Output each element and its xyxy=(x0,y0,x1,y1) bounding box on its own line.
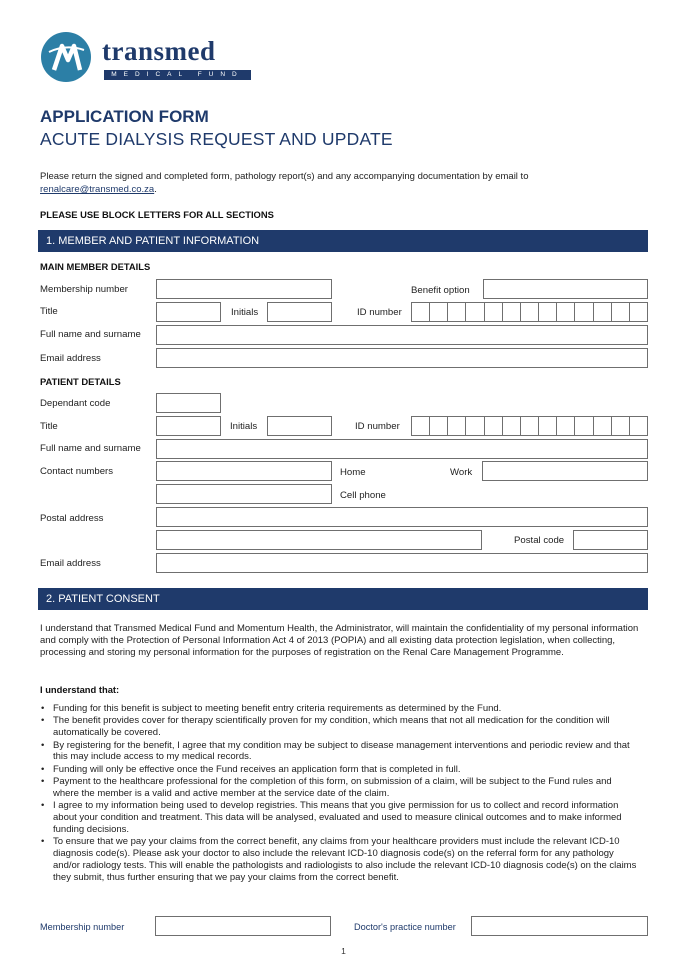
contact-cell-phone-field[interactable] xyxy=(156,484,332,504)
patient-email-label: Email address xyxy=(40,558,101,569)
footer-practice-number-label: Doctor's practice number xyxy=(354,922,456,932)
patient-id-number-label: ID number xyxy=(355,421,400,432)
member-initials-label: Initials xyxy=(231,307,259,318)
contact-numbers-label: Contact numbers xyxy=(40,466,114,477)
consent-bullet: • To ensure that we pay your claims from the correct benefit, any claims from your healthcare providers must include the relevant ICD-10 diagnosis code(s). Please ask your doctor to also include the relevant ICD-10 diagnosis code(s) on the referral form for any pathology and/or radiology tests. This will enable the pathologists and radiologists to also include the relevant ICD-10 diagnosis code(s) on the claims they submit, thus further ensuring that we pay your claims from the correct benefit. xyxy=(40,836,640,884)
member-full-name-label: Full name and surname xyxy=(40,329,141,340)
contact-work-field[interactable] xyxy=(482,461,648,481)
footer-membership-number-field[interactable] xyxy=(155,916,331,936)
patient-full-name-label: Full name and surname xyxy=(40,443,141,454)
dependant-code-field[interactable] xyxy=(156,393,221,413)
form-subtitle: ACUTE DIALYSIS REQUEST AND UPDATE xyxy=(40,129,393,149)
membership-number-field[interactable] xyxy=(156,279,332,299)
member-title-field[interactable] xyxy=(156,302,221,322)
footer-membership-number-label: Membership number xyxy=(40,922,125,932)
section-2-header: 2. PATIENT CONSENT xyxy=(38,588,648,610)
renalcare-email-link[interactable]: renalcare@transmed.co.za xyxy=(40,184,155,195)
dependant-code-label: Dependant code xyxy=(40,398,111,409)
intro-full-stop: . xyxy=(154,184,157,195)
benefit-option-label: Benefit option xyxy=(411,285,470,296)
brand-tagline: MEDICAL FUND xyxy=(104,70,251,80)
patient-title-label: Title xyxy=(40,421,58,432)
patient-initials-label: Initials xyxy=(230,421,258,432)
benefit-option-field[interactable] xyxy=(483,279,648,299)
patient-id-number-field[interactable] xyxy=(411,416,648,436)
transmed-logo xyxy=(40,30,255,84)
patient-full-name-field[interactable] xyxy=(156,439,648,459)
postal-address-line-2[interactable] xyxy=(156,530,482,550)
section-1-header: 1. MEMBER AND PATIENT INFORMATION xyxy=(38,230,648,252)
consent-bullet: • Payment to the healthcare professional for the completion of this form, on submission of a claim, will be subject to the Fund rules and where the member is a valid and active member at the service date of the claim. xyxy=(40,776,640,800)
consent-bullet: • The benefit provides cover for therapy scientifically proven for my condition, which means that not all medication for the condition will automatically be covered. xyxy=(40,715,640,739)
member-id-number-label: ID number xyxy=(357,307,402,318)
intro-text xyxy=(40,170,640,196)
postal-address-line-1[interactable] xyxy=(156,507,648,527)
patient-initials-field[interactable] xyxy=(267,416,332,436)
footer-practice-number-field[interactable] xyxy=(471,916,648,936)
cell-phone-label: Cell phone xyxy=(340,490,386,501)
member-initials-field[interactable] xyxy=(267,302,332,322)
postal-code-field[interactable] xyxy=(573,530,648,550)
consent-bullet: • Funding will only be effective once the Fund receives an application form that is completed in full. xyxy=(40,764,640,776)
patient-email-field[interactable] xyxy=(156,553,648,573)
transmed-logo-mark xyxy=(40,30,94,84)
brand-name: transmed xyxy=(102,36,216,66)
consent-bullet: • Funding for this benefit is subject to meeting benefit entry criteria requirements as determined by the Fund. xyxy=(40,703,640,715)
member-email-field[interactable] xyxy=(156,348,648,368)
main-member-heading: MAIN MEMBER DETAILS xyxy=(40,261,151,272)
page-number: 1 xyxy=(341,946,346,956)
member-email-label: Email address xyxy=(40,353,101,364)
block-letters-notice: PLEASE USE BLOCK LETTERS FOR ALL SECTIONS xyxy=(40,209,274,220)
consent-bullet-list xyxy=(40,703,640,884)
patient-details-heading: PATIENT DETAILS xyxy=(40,376,121,387)
member-id-number-field[interactable] xyxy=(411,302,648,322)
membership-number-label: Membership number xyxy=(40,284,128,295)
member-full-name-field[interactable] xyxy=(156,325,648,345)
consent-paragraph: I understand that Transmed Medical Fund and Momentum Health, the Administrator, will maintain the confidentiality of my personal information and comply with the Protection of Personal Information Act 4 of 2013 (POPIA) and all existing data protection legislation, when collecting, processing and storing my personal information for the purposes of registration on the Renal Care Management Programme. xyxy=(40,623,639,659)
intro-sentence: Please return the signed and completed form, pathology report(s) and any accompanying documentation by email to xyxy=(40,171,529,182)
work-label: Work xyxy=(450,467,473,478)
patient-title-field[interactable] xyxy=(156,416,221,436)
consent-bullet: • I agree to my information being used to develop registries. This means that you give permission for us to collect and record information about your condition and treatment. This data will be analysed, evaluated and used to measure clinical outcomes and to make informed funding decisions. xyxy=(40,800,640,836)
home-label: Home xyxy=(340,467,366,478)
consent-bullet: • By registering for the benefit, I agree that my condition may be subject to disease management interventions and periodic review and that this may include access to my medical records. xyxy=(40,740,640,764)
contact-home-field[interactable] xyxy=(156,461,332,481)
form-title: APPLICATION FORM xyxy=(40,107,209,126)
postal-code-label: Postal code xyxy=(514,535,565,546)
understand-heading: I understand that: xyxy=(40,684,120,695)
postal-address-label: Postal address xyxy=(40,513,104,524)
member-title-label: Title xyxy=(40,306,58,317)
